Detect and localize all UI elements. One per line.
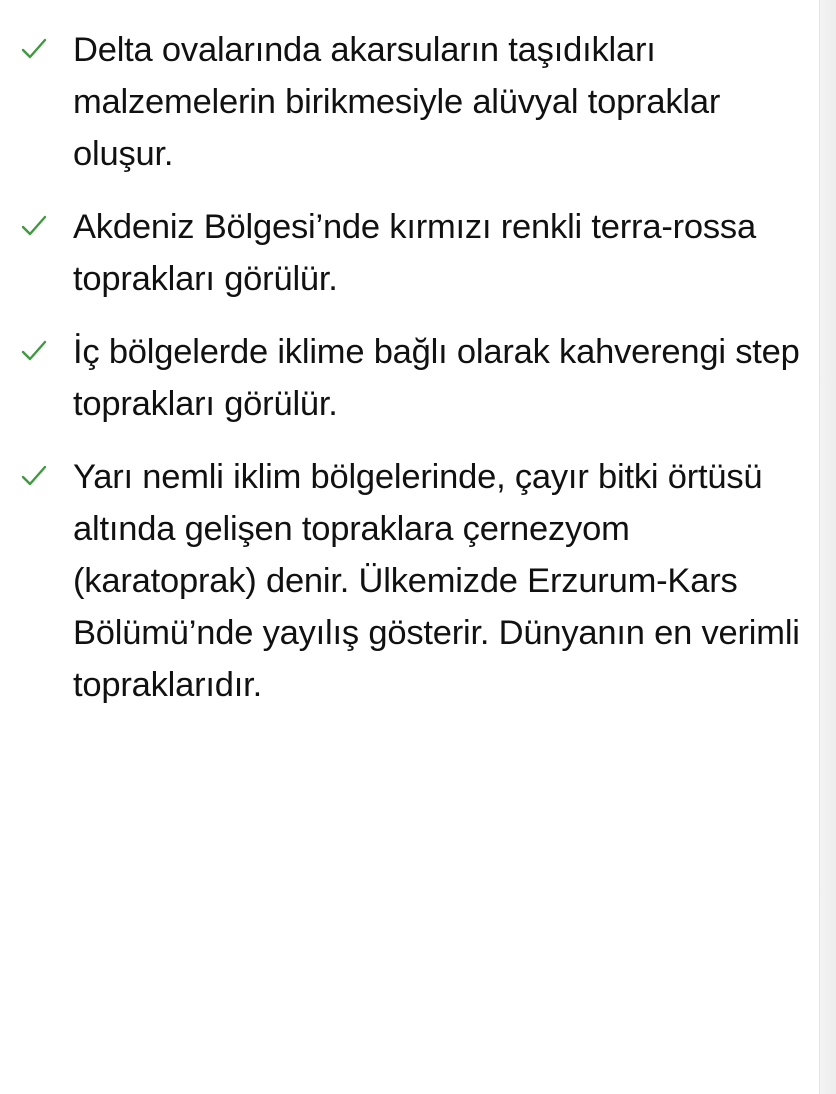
list-item: [0, 201, 820, 305]
scrollbar-track[interactable]: [819, 0, 836, 1094]
list-item: [0, 326, 820, 430]
list-item-text: Yarı nemli iklim bölgelerinde, çayır bitki örtüsü altında gelişen topraklara çernezyom (karatoprak) denir. Ülkemizde Erzurum-Kars Bölümü’nde yayılış gösterir. Dünyanın en verimli topraklarıdır.: [73, 458, 800, 704]
list-item-text: İç bölgelerde iklime bağlı olarak kahverengi step toprakları görülür.: [73, 333, 800, 423]
list-item: [0, 451, 820, 711]
check-icon: [20, 212, 48, 240]
list-item-text: Delta ovalarında akarsuların taşıdıkları malzemelerin birikmesiyle alüvyal topraklar oluşur.: [73, 31, 721, 173]
bullet-list: [0, 24, 820, 732]
check-icon: [20, 35, 48, 63]
list-item-text: Akdeniz Bölgesi’nde kırmızı renkli terra-rossa toprakları görülür.: [73, 208, 756, 298]
check-icon: [20, 462, 48, 490]
check-icon: [20, 337, 48, 365]
list-item: [0, 24, 820, 180]
